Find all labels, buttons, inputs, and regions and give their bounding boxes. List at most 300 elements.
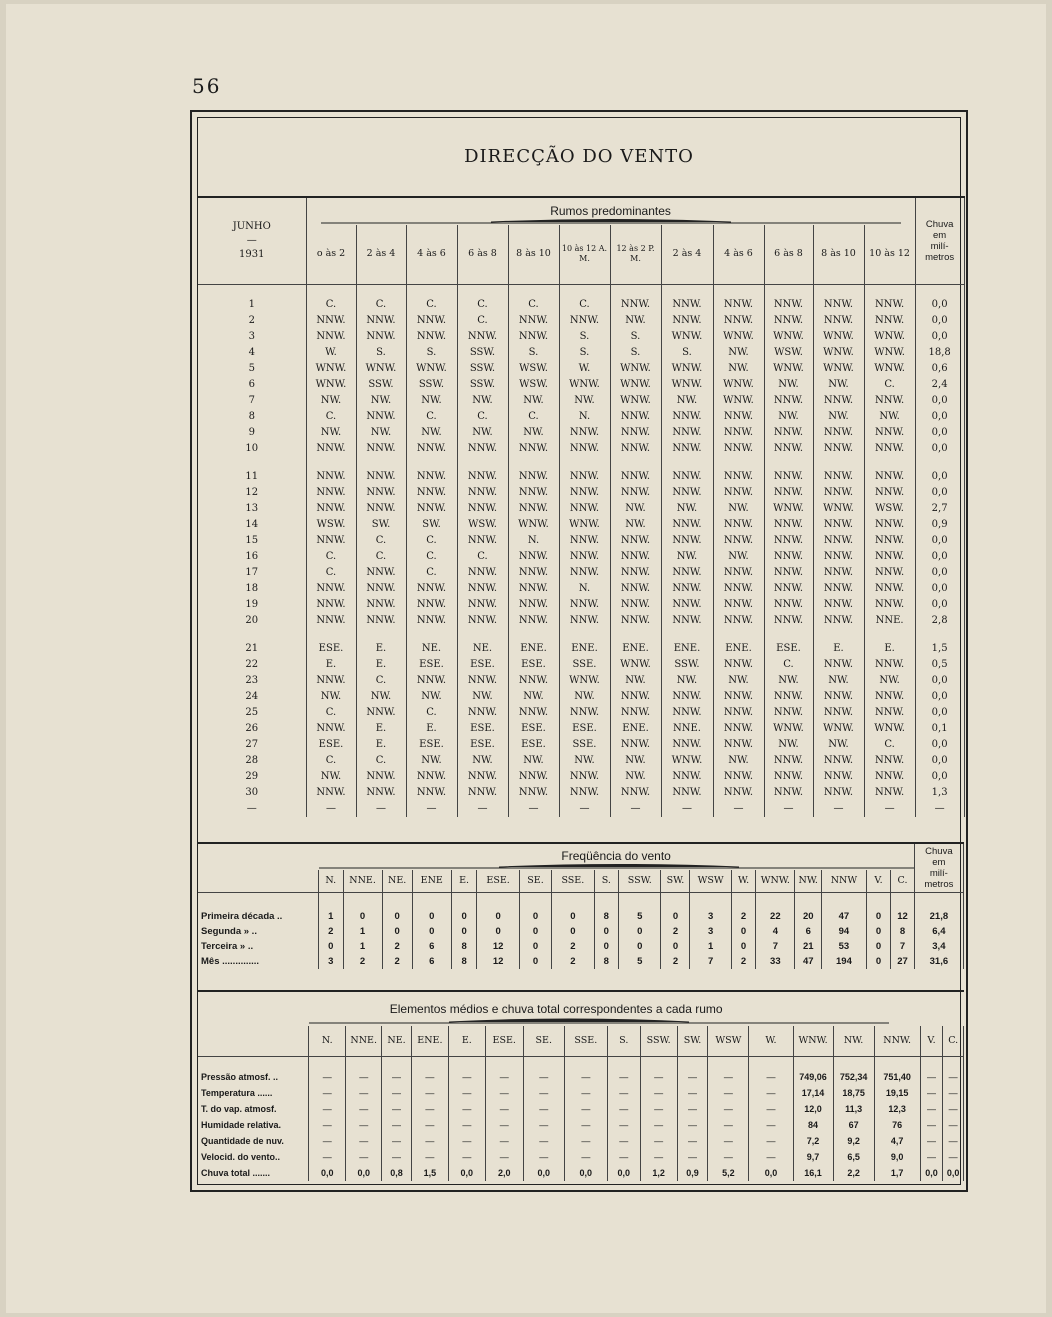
means-cell: — bbox=[708, 1056, 749, 1085]
direction-cell: WNW. bbox=[406, 361, 457, 377]
direction-cell: NNW. bbox=[661, 597, 713, 613]
frequency-cell: 22 bbox=[756, 892, 795, 924]
direction-cell: NNW. bbox=[813, 689, 864, 705]
direction-cell: SSW. bbox=[406, 377, 457, 393]
direction-cell: NNW. bbox=[508, 549, 559, 565]
direction-column-header: WSW bbox=[708, 1026, 749, 1056]
direction-cell: NNW. bbox=[813, 441, 864, 457]
frequency-cell: 0 bbox=[552, 892, 594, 924]
means-cell: 751,40 bbox=[874, 1056, 920, 1085]
means-cell: 6,5 bbox=[833, 1149, 874, 1165]
direction-cell: NNW. bbox=[457, 597, 508, 613]
direction-cell: WNW. bbox=[559, 377, 610, 393]
rain-header-2: Chuva em milí- metros bbox=[914, 843, 963, 892]
direction-cell: C. bbox=[306, 565, 356, 581]
direction-cell: NNW. bbox=[864, 689, 915, 705]
means-row bbox=[198, 1165, 964, 1181]
direction-cell: W. bbox=[559, 361, 610, 377]
direction-cell: NNW. bbox=[457, 705, 508, 721]
frequency-cell: 0 bbox=[382, 892, 412, 924]
direction-cell: C. bbox=[457, 409, 508, 425]
direction-cell: NNW. bbox=[406, 329, 457, 345]
direction-column-header: ENE. bbox=[411, 1026, 448, 1056]
means-cell: — bbox=[411, 1133, 448, 1149]
means-cell: — bbox=[411, 1085, 448, 1101]
means-cell: — bbox=[564, 1117, 607, 1133]
direction-cell: NNW. bbox=[406, 501, 457, 517]
day-cell: 6 bbox=[198, 377, 306, 393]
direction-cell: WNW. bbox=[813, 345, 864, 361]
direction-cell: NNW. bbox=[457, 501, 508, 517]
means-cell: 1,2 bbox=[640, 1165, 677, 1181]
direction-cell: NW. bbox=[559, 393, 610, 409]
direction-cell: NNW. bbox=[610, 785, 661, 801]
frequency-cell: 2 bbox=[382, 939, 412, 954]
table-row bbox=[198, 361, 964, 377]
direction-cell: WNW. bbox=[610, 361, 661, 377]
rain-cell: 1,5 bbox=[915, 641, 964, 657]
means-cell: 0,8 bbox=[382, 1165, 412, 1181]
day-cell: 26 bbox=[198, 721, 306, 737]
direction-cell: NW. bbox=[306, 769, 356, 785]
direction-cell: NNW. bbox=[406, 485, 457, 501]
direction-cell: NNW. bbox=[764, 581, 813, 597]
frequency-cell: 33 bbox=[756, 954, 795, 969]
hour-header: 6 às 8 bbox=[764, 225, 813, 285]
direction-cell: WNW. bbox=[610, 657, 661, 673]
means-cell: — bbox=[920, 1149, 943, 1165]
direction-column-header: S. bbox=[594, 870, 619, 892]
rain-cell: 31,6 bbox=[914, 954, 963, 969]
direction-cell: NW. bbox=[306, 425, 356, 441]
direction-cell: NNW. bbox=[610, 485, 661, 501]
frequency-cell: 2 bbox=[661, 954, 690, 969]
frequency-cell: 12 bbox=[477, 954, 519, 969]
day-cell: 5 bbox=[198, 361, 306, 377]
direction-column-header: SSW. bbox=[640, 1026, 677, 1056]
means-cell: — bbox=[564, 1133, 607, 1149]
direction-cell: NE. bbox=[457, 641, 508, 657]
means-cell: — bbox=[708, 1117, 749, 1133]
direction-cell: N. bbox=[508, 533, 559, 549]
page-number: 56 bbox=[192, 74, 222, 98]
direction-cell: NNW. bbox=[764, 441, 813, 457]
means-cell: 0,9 bbox=[677, 1165, 708, 1181]
direction-cell: NNW. bbox=[813, 565, 864, 581]
hour-header: 2 às 4 bbox=[356, 225, 406, 285]
direction-cell: NNW. bbox=[661, 297, 713, 313]
direction-cell: NNW. bbox=[813, 769, 864, 785]
frequency-cell: 5 bbox=[619, 892, 661, 924]
means-row bbox=[198, 1149, 964, 1165]
direction-cell: NNW. bbox=[713, 613, 764, 629]
direction-column-header: SW. bbox=[661, 870, 690, 892]
direction-cell: NNW. bbox=[306, 597, 356, 613]
direction-column-header: NNW. bbox=[874, 1026, 920, 1056]
direction-cell: NNW. bbox=[406, 313, 457, 329]
direction-cell: NW. bbox=[457, 689, 508, 705]
direction-cell: NNW. bbox=[356, 329, 406, 345]
frequency-cell: 0 bbox=[619, 939, 661, 954]
means-cell: — bbox=[943, 1085, 964, 1101]
direction-cell: NNW. bbox=[356, 313, 406, 329]
direction-cell: C. bbox=[356, 753, 406, 769]
hour-header: 4 às 6 bbox=[406, 225, 457, 285]
direction-cell: NNW. bbox=[661, 613, 713, 629]
day-cell: 11 bbox=[198, 469, 306, 485]
means-table bbox=[198, 990, 964, 1181]
frequency-cell: 194 bbox=[822, 954, 867, 969]
frequency-cell: 0 bbox=[594, 924, 619, 939]
direction-cell: NW. bbox=[713, 549, 764, 565]
means-cell: — bbox=[346, 1117, 382, 1133]
direction-cell: NW. bbox=[306, 689, 356, 705]
means-cell: — bbox=[485, 1149, 523, 1165]
direction-cell: WNW. bbox=[764, 329, 813, 345]
direction-cell: C. bbox=[864, 737, 915, 753]
rain-cell: 0,0 bbox=[915, 485, 964, 501]
means-cell: 1,5 bbox=[411, 1165, 448, 1181]
rain-cell: 0,0 bbox=[915, 769, 964, 785]
means-cell: — bbox=[346, 1056, 382, 1085]
direction-cell: S. bbox=[661, 345, 713, 361]
direction-cell: NE. bbox=[406, 641, 457, 657]
frequency-cell: 2 bbox=[731, 892, 756, 924]
hour-header: 10 às 12 bbox=[864, 225, 915, 285]
direction-cell: NNW. bbox=[610, 469, 661, 485]
frequency-cell: 6 bbox=[412, 954, 451, 969]
direction-cell: — bbox=[306, 801, 356, 817]
rain-cell: 1,3 bbox=[915, 785, 964, 801]
direction-cell: NNW. bbox=[610, 425, 661, 441]
means-cell: 9,0 bbox=[874, 1149, 920, 1165]
means-cell: — bbox=[411, 1056, 448, 1085]
direction-cell: NNW. bbox=[406, 613, 457, 629]
direction-cell: ESE. bbox=[406, 737, 457, 753]
direction-cell: NNW. bbox=[406, 469, 457, 485]
direction-column-header: ESE. bbox=[477, 870, 519, 892]
table-row bbox=[198, 753, 964, 769]
direction-cell: C. bbox=[306, 705, 356, 721]
direction-cell: NNW. bbox=[661, 469, 713, 485]
direction-column-header: N. bbox=[309, 1026, 346, 1056]
means-cell: — bbox=[607, 1117, 640, 1133]
direction-cell: NNW. bbox=[661, 517, 713, 533]
direction-cell: — bbox=[713, 801, 764, 817]
hour-header: 4 às 6 bbox=[713, 225, 764, 285]
day-cell: 29 bbox=[198, 769, 306, 785]
frequency-cell: 0 bbox=[866, 924, 891, 939]
table-row bbox=[198, 549, 964, 565]
means-cell: — bbox=[411, 1149, 448, 1165]
row-label: Temperatura ...... bbox=[198, 1085, 309, 1101]
rain-cell: 0,6 bbox=[915, 361, 964, 377]
direction-cell: NNW. bbox=[356, 501, 406, 517]
direction-cell: NNW. bbox=[356, 597, 406, 613]
rain-cell: 0,0 bbox=[915, 549, 964, 565]
rain-cell: 0,0 bbox=[915, 705, 964, 721]
means-cell: — bbox=[677, 1056, 708, 1085]
rain-cell: 18,8 bbox=[915, 345, 964, 361]
frequency-cell: 0 bbox=[343, 892, 382, 924]
direction-cell: NNW. bbox=[306, 313, 356, 329]
direction-cell: C. bbox=[406, 705, 457, 721]
frequency-cell: 7 bbox=[891, 939, 914, 954]
direction-column-header: E. bbox=[448, 1026, 485, 1056]
frequency-cell: 0 bbox=[519, 924, 551, 939]
direction-cell: NW. bbox=[457, 425, 508, 441]
direction-cell: NNW. bbox=[764, 705, 813, 721]
means-cell: 1,7 bbox=[874, 1165, 920, 1181]
direction-cell: SW. bbox=[406, 517, 457, 533]
direction-cell: — bbox=[764, 801, 813, 817]
direction-cell: NW. bbox=[713, 361, 764, 377]
frequency-cell: 8 bbox=[594, 954, 619, 969]
rain-cell: 0,0 bbox=[915, 329, 964, 345]
direction-cell: NNW. bbox=[864, 705, 915, 721]
frequency-cell: 7 bbox=[690, 954, 731, 969]
direction-cell: C. bbox=[406, 565, 457, 581]
direction-cell: WNW. bbox=[864, 721, 915, 737]
day-cell: 3 bbox=[198, 329, 306, 345]
direction-cell: NNW. bbox=[864, 441, 915, 457]
frequency-cell: 3 bbox=[690, 892, 731, 924]
direction-cell: ESE. bbox=[764, 641, 813, 657]
direction-column-header: WSW bbox=[690, 870, 731, 892]
direction-cell: NW. bbox=[356, 393, 406, 409]
direction-cell: NW. bbox=[661, 501, 713, 517]
means-cell: — bbox=[485, 1101, 523, 1117]
direction-column-header: NE. bbox=[382, 1026, 412, 1056]
direction-cell: NW. bbox=[813, 737, 864, 753]
direction-cell: NNW. bbox=[661, 441, 713, 457]
direction-cell: S. bbox=[406, 345, 457, 361]
frequency-row bbox=[198, 954, 964, 969]
means-cell: — bbox=[677, 1133, 708, 1149]
direction-cell: NW. bbox=[559, 753, 610, 769]
direction-cell: NNW. bbox=[508, 565, 559, 581]
direction-cell: ESE. bbox=[406, 657, 457, 673]
month-label: JUNHO bbox=[232, 221, 271, 232]
direction-cell: NW. bbox=[610, 673, 661, 689]
direction-cell: S. bbox=[559, 329, 610, 345]
day-cell: — bbox=[198, 801, 306, 817]
means-cell: 0,0 bbox=[309, 1165, 346, 1181]
means-cell: — bbox=[523, 1056, 564, 1085]
direction-cell: NNW. bbox=[610, 549, 661, 565]
direction-cell: NNE. bbox=[661, 721, 713, 737]
means-cell: — bbox=[607, 1149, 640, 1165]
direction-cell: ENE. bbox=[610, 641, 661, 657]
direction-column-header: NNE. bbox=[343, 870, 382, 892]
means-cell: — bbox=[640, 1149, 677, 1165]
direction-cell: WNW. bbox=[764, 721, 813, 737]
rain-cell: 0,5 bbox=[915, 657, 964, 673]
direction-cell: NNW. bbox=[610, 533, 661, 549]
rain-cell: — bbox=[915, 801, 964, 817]
rain-cell: 0,9 bbox=[915, 517, 964, 533]
direction-cell: NNW. bbox=[356, 565, 406, 581]
direction-cell: NNW. bbox=[713, 409, 764, 425]
means-cell: — bbox=[920, 1056, 943, 1085]
day-cell: 21 bbox=[198, 641, 306, 657]
direction-cell: NNW. bbox=[713, 597, 764, 613]
direction-cell: WNW. bbox=[713, 377, 764, 393]
direction-cell: WNW. bbox=[610, 393, 661, 409]
means-cell: — bbox=[485, 1133, 523, 1149]
table-row bbox=[198, 469, 964, 485]
table-row bbox=[198, 641, 964, 657]
month-year-header bbox=[198, 197, 306, 285]
means-cell: — bbox=[943, 1117, 964, 1133]
direction-cell: NNW. bbox=[813, 581, 864, 597]
means-cell: — bbox=[411, 1101, 448, 1117]
frequency-cell: 2 bbox=[319, 924, 344, 939]
frequency-cell: 1 bbox=[343, 924, 382, 939]
direction-cell: C. bbox=[306, 409, 356, 425]
day-cell: 4 bbox=[198, 345, 306, 361]
frequency-cell: 0 bbox=[866, 954, 891, 969]
day-cell: 20 bbox=[198, 613, 306, 629]
direction-cell: WNW. bbox=[813, 721, 864, 737]
means-cell: — bbox=[708, 1085, 749, 1101]
direction-cell: NNW. bbox=[713, 313, 764, 329]
direction-cell: NNW. bbox=[457, 329, 508, 345]
direction-cell: NNW. bbox=[713, 517, 764, 533]
direction-cell: NNW. bbox=[559, 769, 610, 785]
means-cell: 0,0 bbox=[564, 1165, 607, 1181]
frequency-cell: 0 bbox=[319, 939, 344, 954]
means-cell: — bbox=[677, 1117, 708, 1133]
direction-cell: NNW. bbox=[508, 705, 559, 721]
means-row bbox=[198, 1117, 964, 1133]
means-cell: — bbox=[640, 1085, 677, 1101]
rain-cell: 0,0 bbox=[915, 441, 964, 457]
direction-cell: NNW. bbox=[661, 425, 713, 441]
direction-cell: NNW. bbox=[508, 597, 559, 613]
means-cell: 0,0 bbox=[749, 1165, 793, 1181]
day-cell: 7 bbox=[198, 393, 306, 409]
direction-cell: NNW. bbox=[713, 721, 764, 737]
direction-cell: NNW. bbox=[813, 469, 864, 485]
direction-cell: NNW. bbox=[764, 613, 813, 629]
direction-cell: NNW. bbox=[764, 393, 813, 409]
direction-cell: NNW. bbox=[559, 705, 610, 721]
frequency-cell: 0 bbox=[519, 939, 551, 954]
rain-cell: 0,0 bbox=[915, 297, 964, 313]
frequency-cell: 0 bbox=[412, 892, 451, 924]
frequency-cell: 0 bbox=[519, 892, 551, 924]
frequency-cell: 2 bbox=[382, 954, 412, 969]
means-cell: — bbox=[920, 1101, 943, 1117]
table-row bbox=[198, 377, 964, 393]
direction-cell: NW. bbox=[661, 549, 713, 565]
direction-cell: C. bbox=[306, 549, 356, 565]
direction-cell: NNW. bbox=[813, 705, 864, 721]
direction-cell: NNW. bbox=[764, 597, 813, 613]
direction-cell: C. bbox=[457, 297, 508, 313]
day-cell: 10 bbox=[198, 441, 306, 457]
row-label: Primeira década .. bbox=[198, 892, 319, 924]
direction-cell: WNW. bbox=[713, 329, 764, 345]
direction-cell: NNW. bbox=[306, 533, 356, 549]
day-cell: 13 bbox=[198, 501, 306, 517]
means-cell: — bbox=[382, 1133, 412, 1149]
table-row bbox=[198, 689, 964, 705]
direction-cell: NNW. bbox=[306, 721, 356, 737]
frequency-cell: 0 bbox=[594, 939, 619, 954]
frequency-header-cell bbox=[319, 843, 915, 870]
direction-cell: NNW. bbox=[661, 409, 713, 425]
frequency-cell: 0 bbox=[519, 954, 551, 969]
direction-cell: NNW. bbox=[864, 657, 915, 673]
direction-cell: W. bbox=[306, 345, 356, 361]
direction-column-header: V. bbox=[866, 870, 891, 892]
direction-cell: S. bbox=[559, 345, 610, 361]
means-cell: — bbox=[448, 1056, 485, 1085]
direction-cell: S. bbox=[356, 345, 406, 361]
direction-cell: C. bbox=[406, 533, 457, 549]
table-row bbox=[198, 565, 964, 581]
rain-cell: 2,7 bbox=[915, 501, 964, 517]
means-cell: — bbox=[677, 1085, 708, 1101]
direction-cell: NNW. bbox=[559, 313, 610, 329]
direction-cell: S. bbox=[610, 345, 661, 361]
day-cell: 12 bbox=[198, 485, 306, 501]
means-cell: — bbox=[523, 1085, 564, 1101]
rain-cell: 0,0 bbox=[915, 737, 964, 753]
row-label: Pressão atmosf. .. bbox=[198, 1056, 309, 1085]
frequency-cell: 20 bbox=[795, 892, 822, 924]
means-cell: — bbox=[309, 1149, 346, 1165]
direction-cell: NNW. bbox=[764, 517, 813, 533]
direction-cell: NNW. bbox=[864, 313, 915, 329]
means-cell: — bbox=[448, 1117, 485, 1133]
direction-cell: S. bbox=[610, 329, 661, 345]
direction-cell: NNW. bbox=[457, 785, 508, 801]
direction-cell: NNW. bbox=[356, 469, 406, 485]
direction-cell: NW. bbox=[306, 393, 356, 409]
direction-cell: ESE. bbox=[559, 721, 610, 737]
day-cell: 22 bbox=[198, 657, 306, 673]
direction-cell: NNW. bbox=[813, 753, 864, 769]
day-cell: 16 bbox=[198, 549, 306, 565]
means-cell: — bbox=[382, 1101, 412, 1117]
year-label: 1931 bbox=[239, 249, 265, 260]
direction-cell: NW. bbox=[661, 393, 713, 409]
direction-cell: NNW. bbox=[356, 409, 406, 425]
direction-cell: NNW. bbox=[306, 673, 356, 689]
direction-cell: NNW. bbox=[457, 673, 508, 689]
means-cell: 9,2 bbox=[833, 1133, 874, 1149]
day-cell: 15 bbox=[198, 533, 306, 549]
direction-cell: — bbox=[559, 801, 610, 817]
hour-header: 10 às 12 A. M. bbox=[559, 225, 610, 285]
direction-column-header: ENE bbox=[412, 870, 451, 892]
table-row bbox=[198, 597, 964, 613]
row-label: T. do vap. atmosf. bbox=[198, 1101, 309, 1117]
direction-cell: NNW. bbox=[306, 501, 356, 517]
direction-cell: NNW. bbox=[610, 737, 661, 753]
direction-cell: C. bbox=[457, 549, 508, 565]
frequency-cell: 53 bbox=[822, 939, 867, 954]
direction-cell: WNW. bbox=[764, 361, 813, 377]
direction-cell: NW. bbox=[457, 753, 508, 769]
direction-column-header: SSW. bbox=[619, 870, 661, 892]
direction-cell: NW. bbox=[508, 689, 559, 705]
direction-cell: NNW. bbox=[813, 393, 864, 409]
direction-cell: NNW. bbox=[306, 613, 356, 629]
